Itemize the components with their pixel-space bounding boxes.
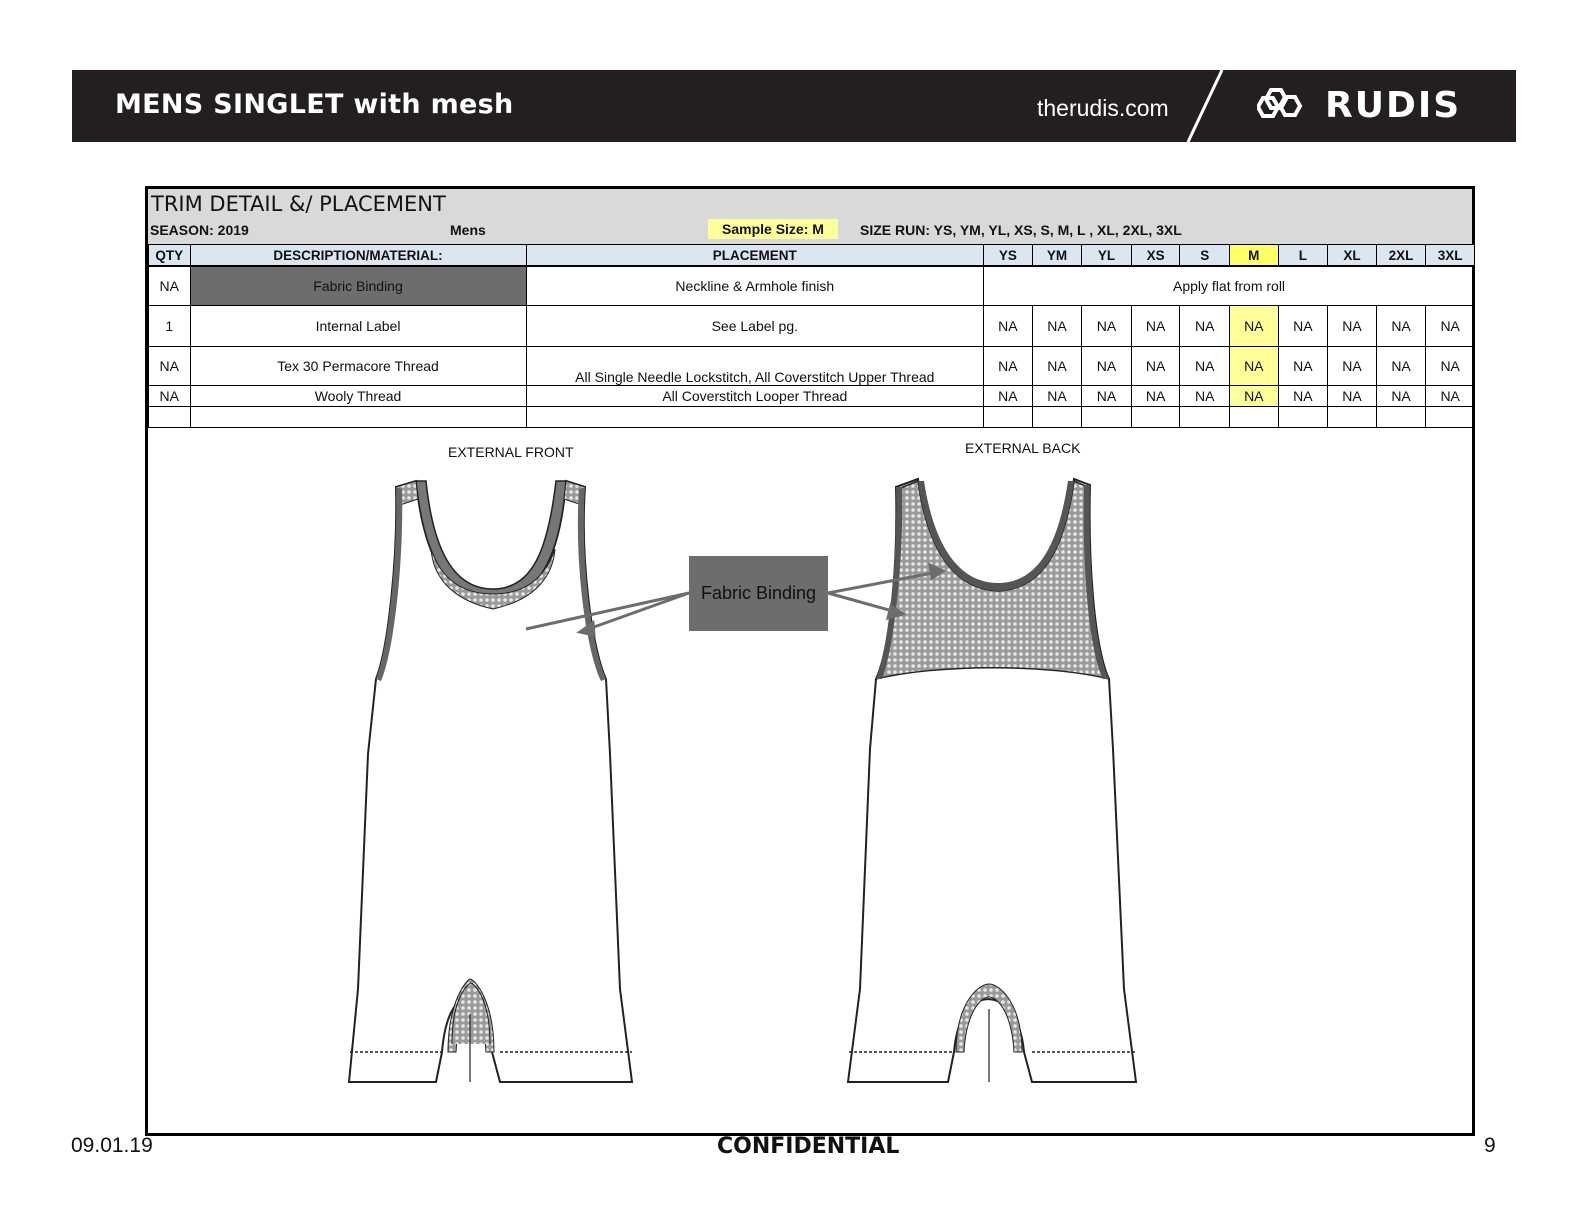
col-size: XL bbox=[1328, 245, 1377, 267]
placement-cell: Neckline & Armhole finish bbox=[526, 266, 984, 306]
qty-cell: NA bbox=[149, 347, 191, 386]
col-size: S bbox=[1180, 245, 1230, 267]
col-qty: QTY bbox=[149, 245, 191, 267]
description-cell: Wooly Thread bbox=[190, 386, 526, 407]
size-cell: NA bbox=[1426, 306, 1475, 347]
placement-cell: All Coverstitch Looper Thread bbox=[526, 386, 984, 407]
size-cell: NA bbox=[1180, 386, 1230, 407]
divider-slash-icon bbox=[1182, 70, 1242, 142]
page-header bbox=[72, 70, 1516, 142]
size-cell: NA bbox=[1278, 386, 1328, 407]
size-cell: NA bbox=[1426, 386, 1475, 407]
col-size: YM bbox=[1032, 245, 1082, 267]
size-cell: NA bbox=[1131, 306, 1180, 347]
front-singlet-drawing bbox=[349, 481, 632, 1082]
col-size: XS bbox=[1131, 245, 1180, 267]
size-cell-highlighted: NA bbox=[1230, 306, 1279, 347]
footer-date: 09.01.19 bbox=[71, 1134, 153, 1157]
size-cell: NA bbox=[1376, 347, 1426, 386]
size-cell: NA bbox=[1131, 386, 1180, 407]
size-run-label: SIZE RUN: YS, YM, YL, XS, S, M, L , XL, 2XL, 3XL bbox=[860, 222, 1182, 238]
footer-confidential: CONFIDENTIAL bbox=[717, 1134, 900, 1159]
size-cell: NA bbox=[1328, 386, 1377, 407]
season-label: SEASON: 2019 bbox=[150, 222, 249, 238]
col-size: YS bbox=[984, 245, 1033, 267]
category-label: Mens bbox=[450, 222, 486, 238]
back-view-label: EXTERNAL BACK bbox=[965, 440, 1081, 456]
sheet-heading: TRIM DETAIL &/ PLACEMENT bbox=[151, 192, 446, 216]
size-cell: NA bbox=[1278, 347, 1328, 386]
col-size: YL bbox=[1082, 245, 1132, 267]
front-view-label: EXTERNAL FRONT bbox=[448, 444, 574, 460]
size-cell: NA bbox=[1032, 386, 1082, 407]
size-cell-highlighted: NA bbox=[1230, 386, 1279, 407]
qty-cell: 1 bbox=[149, 306, 191, 347]
description-cell: Internal Label bbox=[190, 306, 526, 347]
size-cell: NA bbox=[1376, 386, 1426, 407]
size-cell: NA bbox=[984, 386, 1033, 407]
garment-drawings bbox=[148, 189, 1472, 1133]
size-cell: NA bbox=[1328, 347, 1377, 386]
sample-size-badge: Sample Size: M bbox=[708, 219, 838, 239]
size-cell: NA bbox=[1032, 306, 1082, 347]
size-cell-highlighted: NA bbox=[1230, 347, 1279, 386]
size-cell: NA bbox=[1426, 347, 1475, 386]
placement-cell: See Label pg. bbox=[526, 306, 984, 347]
description-cell: Tex 30 Permacore Thread bbox=[190, 347, 526, 386]
back-singlet-drawing bbox=[848, 479, 1136, 1082]
trim-sheet bbox=[145, 186, 1475, 1136]
brand-logo-text: RUDIS bbox=[1325, 85, 1462, 126]
size-cell: NA bbox=[984, 347, 1033, 386]
fabric-binding-callout: Fabric Binding bbox=[689, 556, 828, 631]
size-cell: NA bbox=[984, 306, 1033, 347]
size-cell: NA bbox=[1376, 306, 1426, 347]
col-size: 2XL bbox=[1376, 245, 1426, 267]
placement-cell: All Single Needle Lockstitch, All Coverstitch Upper Thread bbox=[526, 347, 984, 386]
size-cell: NA bbox=[1082, 347, 1132, 386]
size-cell: NA bbox=[1328, 306, 1377, 347]
description-cell: Fabric Binding bbox=[190, 266, 526, 306]
col-size: L bbox=[1278, 245, 1328, 267]
col-size: 3XL bbox=[1426, 245, 1475, 267]
col-description: DESCRIPTION/MATERIAL: bbox=[190, 245, 526, 267]
size-cell: NA bbox=[1180, 347, 1230, 386]
col-size-highlighted: M bbox=[1230, 245, 1279, 267]
col-placement: PLACEMENT bbox=[526, 245, 984, 267]
page-number: 9 bbox=[1484, 1134, 1496, 1157]
size-cell: NA bbox=[1131, 347, 1180, 386]
size-cell: NA bbox=[1032, 347, 1082, 386]
size-cell: NA bbox=[1082, 386, 1132, 407]
merged-note-cell: Apply flat from roll bbox=[984, 266, 1475, 306]
website-link[interactable]: therudis.com bbox=[1037, 95, 1169, 121]
qty-cell: NA bbox=[149, 386, 191, 407]
page-title: MENS SINGLET with mesh bbox=[115, 89, 514, 120]
size-cell: NA bbox=[1278, 306, 1328, 347]
size-cell: NA bbox=[1082, 306, 1132, 347]
qty-cell: NA bbox=[149, 266, 191, 306]
size-cell: NA bbox=[1180, 306, 1230, 347]
